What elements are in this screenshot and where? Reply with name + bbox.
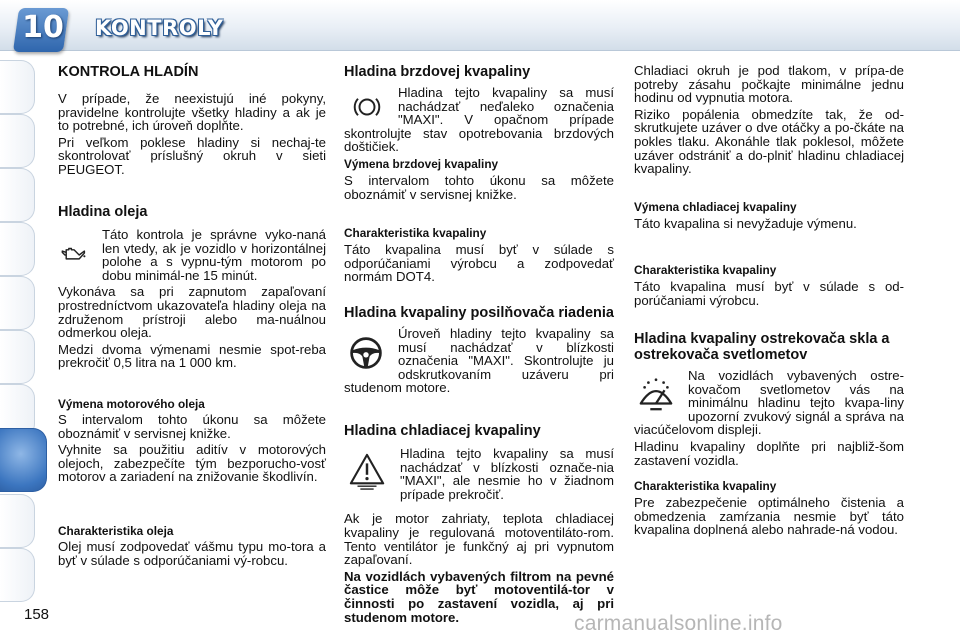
chapter-tab[interactable]: [0, 60, 35, 114]
steering-heading: Hladina kvapaliny posilňovača riadenia: [344, 305, 614, 321]
paragraph: Olej musí zodpovedať vášmu typu mo-tora a byť v súlade s odporúčaniami vý-robcu.: [58, 539, 326, 568]
chapter-number: 10: [22, 10, 64, 45]
paragraph: Táto kvapalina si nevyžaduje výmenu.: [634, 216, 857, 231]
paragraph: Táto kvapalina musí byť v súlade s odporúčaniami výrobcu a zodpovedať normám DOT4.: [344, 242, 614, 285]
brake-circle-icon: [352, 92, 382, 122]
coolant-heading: Hladina chladiacej kvapaliny: [344, 423, 541, 439]
paragraph: V prípade, že neexistujú iné pokyny, pravidelne kontrolujte všetky hladiny a ak je to potrebné, ich úroveň doplňte.: [58, 91, 326, 134]
coolant-spec-heading: Charakteristika kvapaliny: [634, 263, 777, 277]
brake-change-heading: Výmena brzdovej kvapaliny: [344, 157, 499, 171]
washer-spec-heading: Charakteristika kvapaliny: [634, 479, 777, 493]
washer-section: [634, 331, 904, 467]
paragraph: Chladiaci okruh je pod tlakom, v prípa-de potreby zásahu počkajte minimálne jednu hodinu od vypnutia motora.: [634, 63, 904, 106]
chapter-tab[interactable]: [0, 276, 35, 330]
paragraph: Pri veľkom poklese hladiny si nechaj-te skontrolovať príslušný okruh v sieti PEUGEOT.: [58, 134, 326, 177]
page-number: 158: [24, 606, 50, 623]
brake-change-section: [344, 157, 614, 201]
chapter-tab[interactable]: [0, 494, 35, 548]
paragraph: Táto kvapalina musí byť v súlade s od-porúčaniami výrobcu.: [634, 279, 904, 308]
paragraph: Hladinu kvapaliny doplňte pri najbliž-šom zastavení vozidla.: [634, 438, 904, 468]
chapter-tab[interactable]: [0, 548, 35, 602]
column-1: [58, 64, 326, 177]
paragraph: Riziko popálenia obmedzíte tak, že od-skrutkujete uzáver o dve otáčky a po-čkáte na pokles tlaku. Akonáhle tlak poklesol, môžete uzáver odstrániť a do-plniť hladinu chladiacej kvapaliny.: [634, 106, 904, 177]
coolant-change-section: [634, 200, 904, 231]
watermark: carmanualsonline.info: [574, 612, 783, 635]
paragraph: S intervalom tohto úkonu sa môžete oboznámiť v servisnej knižke.: [58, 412, 326, 441]
oil-heading: Hladina oleja: [58, 204, 148, 220]
paragraph: Medzi dvoma výmenami nesmie spot-reba prekročiť 0,5 litra na 1 000 km.: [58, 341, 326, 371]
oil-can-icon: [56, 242, 92, 268]
chapter-tab[interactable]: [0, 168, 35, 222]
coolant-warning-icon: [348, 451, 386, 491]
oil-spec-heading: Charakteristika oleja: [58, 524, 174, 538]
washer-icon: [636, 375, 676, 413]
steering-section: [344, 305, 614, 395]
coolant-spec-section: [634, 263, 904, 307]
paragraph: Na vozidlách vybavených ostre-kovačom svetlometov vás na minimálnu hladinu tejto kvapa-liny upozorní zvukový signál a správa na viacúčelovom displeji.: [634, 368, 904, 438]
coolant-section: [344, 423, 614, 624]
steering-wheel-icon: [348, 335, 384, 371]
chapter-tab[interactable]: [0, 330, 35, 384]
brake-heading: Hladina brzdovej kvapaliny: [344, 64, 531, 80]
paragraph: Vyhnite sa použitiu aditív v motorových olejoch, zabezpečíte tým bezporucho-vosť motorov a zariadení na znižovanie škodlivín.: [58, 442, 326, 485]
paragraph: Pre zabezpečenie optimálneho čistenia a obmedzenia zamŕzania nesmie byť táto kvapalina doplnená alebo nahrade-ná vodou.: [634, 495, 904, 538]
chapter-tab-active[interactable]: [0, 428, 47, 492]
brake-section: [344, 64, 614, 154]
paragraph: Úroveň hladiny tejto kvapaliny sa musí nachádzať v blízkosti označenia "MAXI". Skontrolujte ju odskrutkovaním uzáveru pri studenom motore.: [344, 326, 614, 396]
washer-heading: Hladina kvapaliny ostrekovača skla a ostrekovača svetlometov: [634, 331, 890, 363]
oil-change-heading: Výmena motorového oleja: [58, 397, 205, 411]
paragraph: Vykonáva sa pri zapnutom zapaľovaní prostredníctvom ukazovateľa hladiny oleja na združenom prístroji alebo ma-nuálnou odmerkou oleja.: [58, 284, 326, 341]
brake-spec-section: [344, 226, 614, 284]
chapter-tab[interactable]: [0, 114, 35, 168]
oil-section: [58, 204, 326, 370]
chapter-title: KONTROLY: [95, 16, 224, 40]
paragraph: Hladina tejto kvapaliny sa musí nachádzať neďaleko označenia "MAXI". V opačnom prípade skontrolujte stav opotrebovania brzdových doštičiek.: [344, 85, 614, 155]
paragraph: Hladina tejto kvapaliny sa musí nachádzať v blízkosti označe-nia "MAXI", ale nesmie ho v žiadnom prípade prekročiť.: [400, 446, 614, 502]
washer-spec-section: [634, 479, 904, 537]
warning-paragraph: Na vozidlách vybavených filtrom na pevné častice môže byť motoventilá-tor v činnosti po zastavení vozidla, aj pri studenom motore.: [344, 568, 614, 625]
oil-change-section: [58, 397, 326, 484]
brake-spec-heading: Charakteristika kvapaliny: [344, 226, 487, 240]
paragraph: Ak je motor zahriaty, teplota chladiacej kvapaliny je regulovaná motoventiláto-rom. Tento ventilátor je funkčný aj pri vypnutom zapaľovaní.: [344, 511, 614, 568]
oil-spec-section: [58, 524, 326, 567]
chapter-tab[interactable]: [0, 222, 35, 276]
section-title: KONTROLA HLADÍN: [58, 64, 199, 80]
coolant-change-heading: Výmena chladiacej kvapaliny: [634, 200, 797, 214]
coolant-continued: [634, 64, 904, 176]
paragraph: Táto kontrola je správne vyko-naná len vtedy, ak je vozidlo v horizontálnej polohe a s vypnu-tým motorom po dobu minimál-ne 15 minút.: [102, 227, 326, 283]
paragraph: S intervalom tohto úkonu sa môžete oboznámiť v servisnej knižke.: [344, 173, 614, 202]
